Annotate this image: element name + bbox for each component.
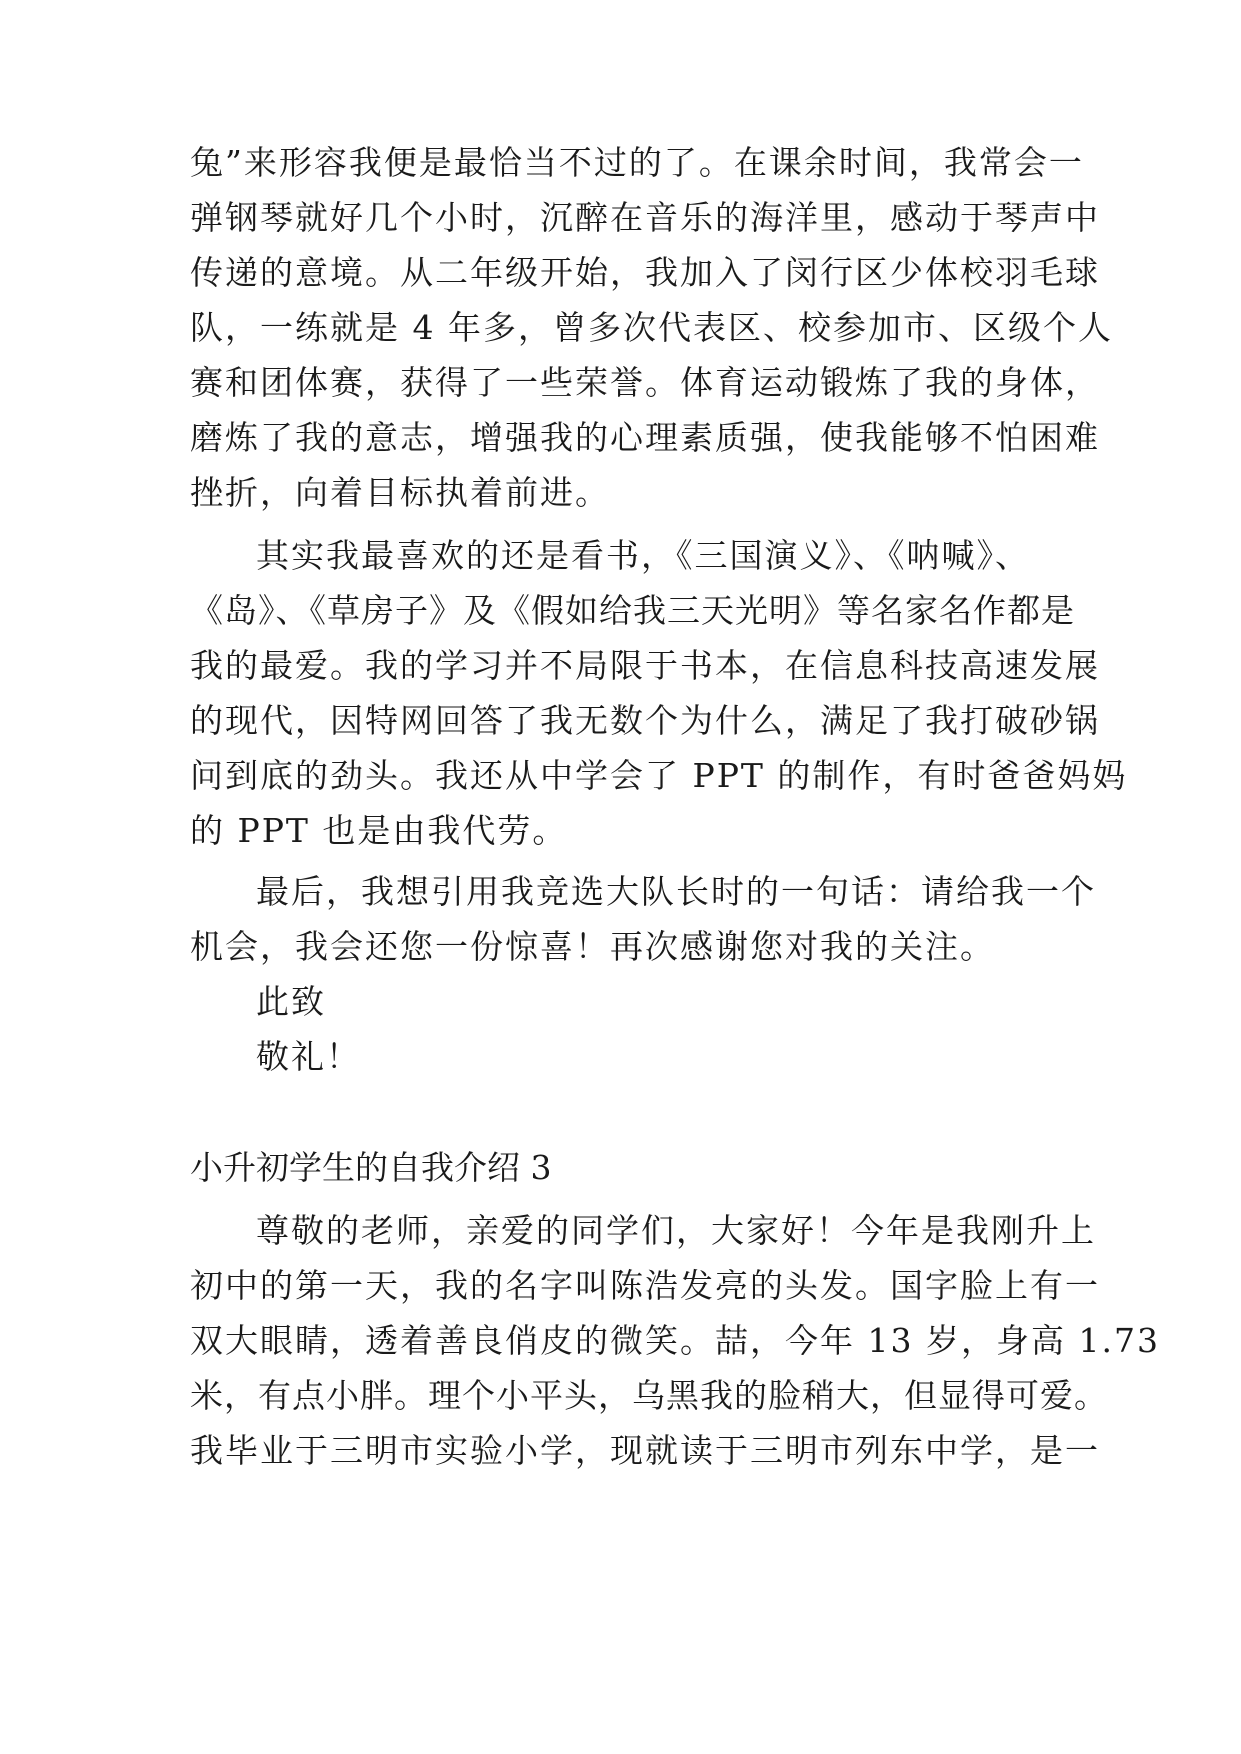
text-line: 机会，我会还您一份惊喜！再次感谢您对我的关注。 [190,927,995,966]
closing-line: 敬礼！ [256,1037,361,1076]
text-line: 双大眼睛，透着善良俏皮的微笑。喆，今年 13 岁，身高 1.73 [190,1321,1160,1360]
section-title: 小升初学生的自我介绍 3 [190,1148,552,1187]
text-line: 队，一练就是 4 年多，曾多次代表区、校参加市、区级个人 [190,308,1113,347]
text-line: 《岛》、《草房子》及《假如给我三天光明》等名家名作都是 [190,591,1075,630]
text-line: 的 PPT 也是由我代劳。 [190,811,568,850]
paragraph-start-line: 尊敬的老师，亲爱的同学们，大家好！今年是我刚升上 [256,1211,1096,1250]
text-line: 弹钢琴就好几个小时，沉醉在音乐的海洋里，感动于琴声中 [190,198,1100,237]
text-line: 我毕业于三明市实验小学，现就读于三明市列东中学，是一 [190,1431,1100,1470]
text-line: 赛和团体赛，获得了一些荣誉。体育运动锻炼了我的身体， [190,363,1100,402]
text-line: 的现代，因特网回答了我无数个为什么，满足了我打破砂锅 [190,701,1100,740]
text-line: 传递的意境。从二年级开始，我加入了闵行区少体校羽毛球 [190,253,1100,292]
closing-line: 此致 [256,982,326,1021]
text-line: 初中的第一天，我的名字叫陈浩发亮的头发。国字脸上有一 [190,1266,1100,1305]
paragraph-start-line: 其实我最喜欢的还是看书，《三国演义》、《呐喊》、 [256,536,1030,575]
paragraph-start-line: 最后，我想引用我竞选大队长时的一句话：请给我一个 [256,872,1096,911]
text-line: 米，有点小胖。理个小平头，乌黑我的脸稍大，但显得可爱。 [190,1376,1108,1415]
text-line: 磨炼了我的意志，增强我的心理素质强，使我能够不怕困难 [190,418,1100,457]
text-line: 挫折，向着目标执着前进。 [190,473,610,512]
text-line: 兔”来形容我便是最恰当不过的了。在课余时间，我常会一 [190,143,1084,182]
text-line: 我的最爱。我的学习并不局限于书本，在信息科技高速发展 [190,646,1100,685]
text-line: 问到底的劲头。我还从中学会了 PPT 的制作，有时爸爸妈妈 [190,756,1128,795]
